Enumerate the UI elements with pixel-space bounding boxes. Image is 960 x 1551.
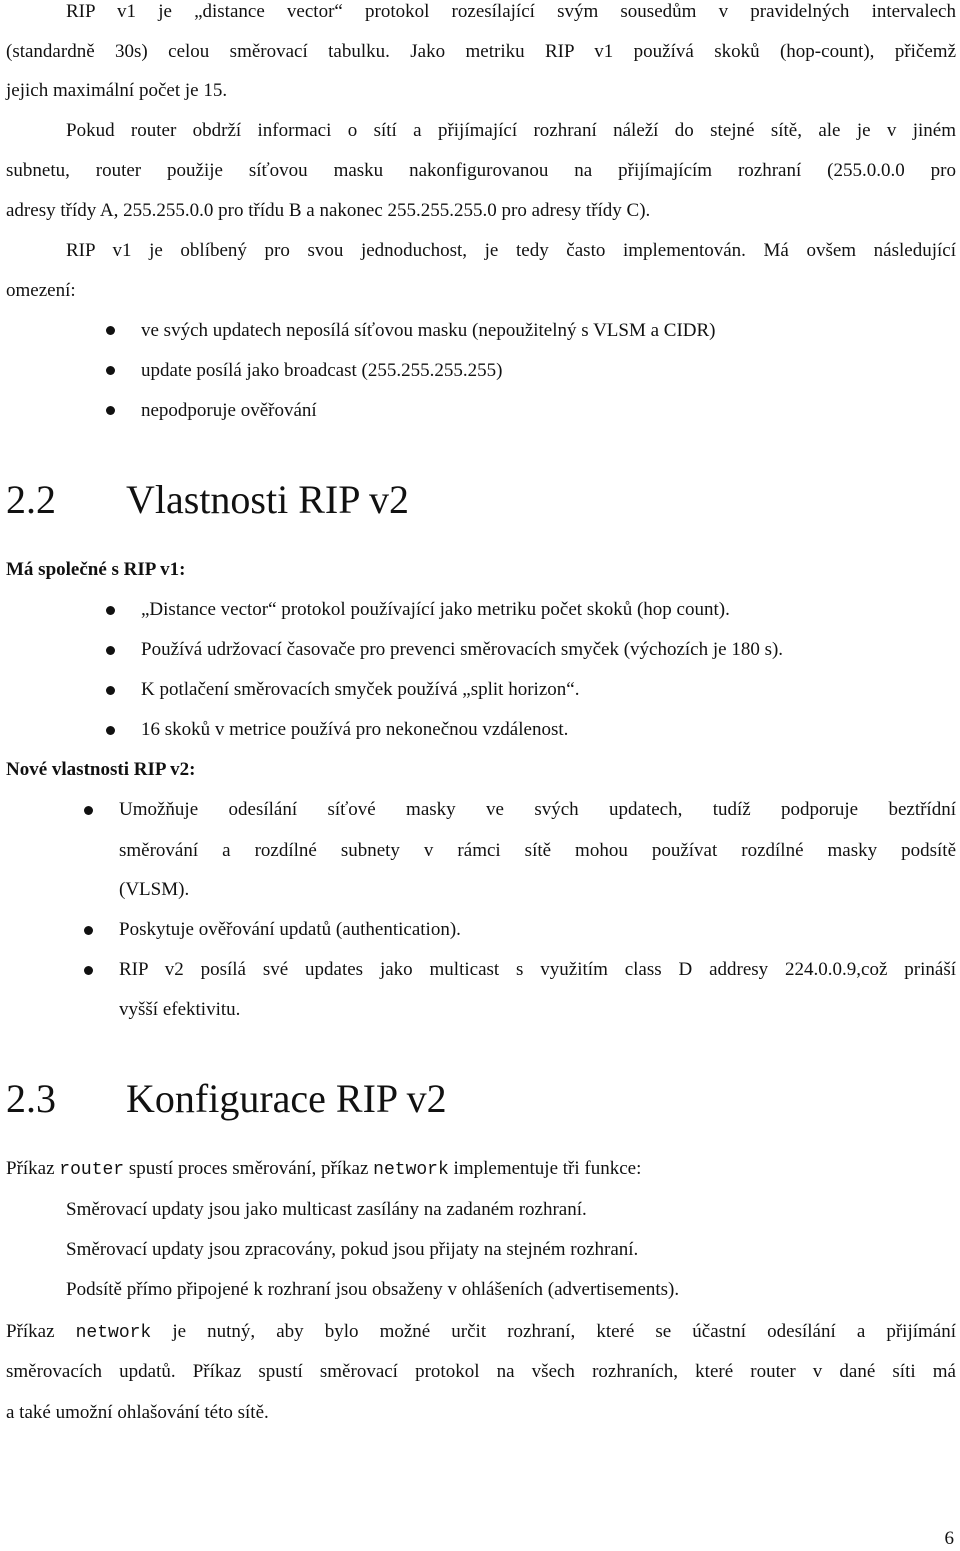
bullet-icon <box>84 806 93 815</box>
para3-line2: omezení: <box>6 280 76 301</box>
new-feature-1-line2: směrování a rozdílné subnety v rámci sítě mohou používat rozdílné masky podsítě <box>119 840 956 861</box>
bullet-icon <box>106 686 115 695</box>
para1-line1: RIP v1 je „distance vector“ protokol rozesílající svým sousedům v pravidelných intervalech <box>66 1 956 22</box>
command-router: router <box>59 1160 125 1180</box>
para2-line1: Pokud router obdrží informaci o sítí a přijímající rozhraní náleží do stejné sítě, ale je v jiném <box>66 120 956 141</box>
section-number: 2.3 <box>6 1076 56 1121</box>
section-title: Konfigurace RIP v2 <box>126 1076 447 1121</box>
command-network: network <box>373 1160 449 1180</box>
new-feature-2: Poskytuje ověřování updatů (authentication). <box>119 919 461 940</box>
config-paragraph-1 <box>6 1157 641 1182</box>
bullet-icon <box>106 366 115 375</box>
common-item: 16 skoků v metrice používá pro nekonečnou vzdálenost. <box>141 719 569 740</box>
section-heading-2-2 <box>6 478 409 522</box>
bullet-icon <box>106 326 115 335</box>
common-item: „Distance vector“ protokol používající jako metriku počet skoků (hop count). <box>141 599 730 620</box>
text-run: implementuje tři funkce: <box>448 1158 642 1179</box>
section-number: 2.2 <box>6 477 56 522</box>
new-feature-3-line1: RIP v2 posílá své updates jako multicast s využitím class D addresy 224.0.0.9,což prináší <box>119 959 956 980</box>
bullet-icon <box>106 606 115 615</box>
bullet-icon <box>84 926 93 935</box>
config-paragraph-2-line3: a také umožní ohlašování této sítě. <box>6 1402 269 1423</box>
bullet-icon <box>106 646 115 655</box>
section-heading-2-3 <box>6 1077 447 1121</box>
text-run: je nutný, aby bylo možné určit rozhraní, které se účastní odesílání a přijímání <box>151 1321 956 1342</box>
config-paragraph-2-line2: směrovacích updatů. Příkaz spustí směrovací protokol na všech rozhraních, které router v dané síti má <box>6 1361 956 1382</box>
new-feature-1-line1: Umožňuje odesílání síťové masky ve svých updatech, tudíž podporuje beztřídní <box>119 799 956 820</box>
new-heading: Nové vlastnosti RIP v2: <box>6 759 196 780</box>
text-run: Příkaz <box>6 1158 60 1179</box>
common-heading: Má společné s RIP v1: <box>6 559 186 580</box>
limit-item: update posílá jako broadcast (255.255.255.255) <box>141 360 503 381</box>
para1-line3: jejich maximální počet je 15. <box>6 80 228 101</box>
common-item: Používá udržovací časovače pro prevenci směrovacích smyček (výchozích je 180 s). <box>141 639 784 660</box>
text-run: Příkaz <box>6 1321 76 1342</box>
para2-line3: adresy třídy A, 255.255.0.0 pro třídu B a nakonec 255.255.255.0 pro adresy třídy C). <box>6 200 651 221</box>
bullet-icon <box>106 726 115 735</box>
para2-line2: subnetu, router použije síťovou masku nakonfigurovanou na přijímajícím rozhraní (255.0.0.0 pro <box>6 160 956 181</box>
para1-line2: (standardně 30s) celou směrovací tabulku. Jako metriku RIP v1 používá skoků (hop-count), přičemž <box>6 41 956 62</box>
config-paragraph-2-line1 <box>6 1320 956 1345</box>
limit-item: ve svých updatech neposílá síťovou masku (nepoužitelný s VLSM a CIDR) <box>141 320 716 341</box>
section-title: Vlastnosti RIP v2 <box>126 477 409 522</box>
text-run: spustí proces směrování, příkaz <box>124 1158 374 1179</box>
para3-line1: RIP v1 je oblíbený pro svou jednoduchost, je tedy často implementován. Má ovšem následující <box>66 240 956 261</box>
command-network: network <box>75 1323 152 1343</box>
network-function: Směrovací updaty jsou jako multicast zasílány na zadaném rozhraní. <box>66 1199 587 1220</box>
network-function: Podsítě přímo připojené k rozhraní jsou obsaženy v ohlášeních (advertisements). <box>66 1279 680 1300</box>
page-number: 6 <box>944 1528 954 1549</box>
common-item: K potlačení směrovacích smyček používá „split horizon“. <box>141 679 580 700</box>
network-function: Směrovací updaty jsou zpracovány, pokud jsou přijaty na stejném rozhraní. <box>66 1239 639 1260</box>
new-feature-3-line2: vyšší efektivitu. <box>119 999 241 1020</box>
limit-item: nepodporuje ověřování <box>141 400 317 421</box>
bullet-icon <box>84 966 93 975</box>
bullet-icon <box>106 406 115 415</box>
new-feature-1-line3: (VLSM). <box>119 879 190 900</box>
